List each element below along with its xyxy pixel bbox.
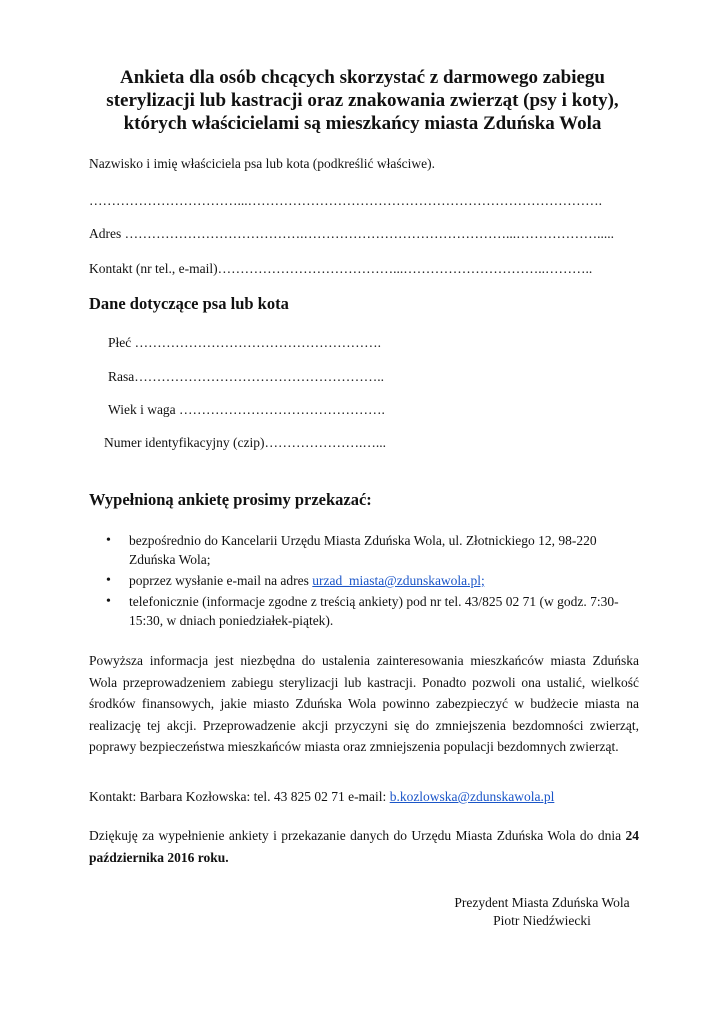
title-line-1: Ankieta dla osób chcących skorzystać z darmowego zabiegu (120, 67, 605, 88)
document-title (70, 66, 655, 135)
contact-line (89, 788, 554, 806)
submit-email-prefix: poprzez wysłanie e-mail na adres (129, 573, 313, 588)
thanks-paragraph (89, 825, 639, 868)
owner-address-field[interactable]: Adres ………………………………….………………………………………...………………..... (89, 226, 614, 241)
thanks-text: Dziękuję za wypełnienie ankiety i przekazanie danych do Urzędu Miasta Zduńska Wola do dnia (89, 828, 626, 843)
submit-method-office: • bezpośrednio do Kancelarii Urzędu Miasta Zduńska Wola, ul. Złotnickiego 12, 98-220 Zduńska Wola; (89, 531, 639, 569)
owner-contact-field[interactable]: Kontakt (nr tel., e-mail)…………………………………...…………………………..……….. (89, 261, 593, 276)
info-paragraph: Powyższa informacja jest niezbędna do ustalenia zainteresowania mieszkańców miasta Zduńska Wola przeprowadzeniem zabiegu sterylizacji lub kastracji. Ponadto pozwoli ona ustalić, wielkość środków finansowych, jakie miasto Zduńska Wola powinno zabezpieczyć w budżecie miasta na realizację tej akcji. Przeprowadzenie akcji przyczyni się do zmniejszenia bezdomności zwierząt, poprawy bezpieczeństwa mieszkańców miasta oraz zmniejszenia populacji bezdomnych zwierząt. (89, 653, 639, 754)
title-line-2: sterylizacji lub kastracji oraz znakowania zwierząt (psy i koty), (106, 90, 619, 111)
contact-email-link[interactable]: b.kozlowska@zdunskawola.pl (389, 789, 555, 804)
submit-email-link[interactable]: urzad_miasta@zdunskawola.pl; (312, 573, 485, 588)
submit-section-heading: Wypełnioną ankietę prosimy przekazać: (89, 490, 372, 509)
signature-block (430, 894, 654, 930)
signature-name: Piotr Niedźwiecki (493, 913, 591, 928)
animal-sex-field[interactable]: Płeć ………………………………………………. (108, 335, 381, 350)
submit-methods-list (89, 531, 639, 632)
animal-section-heading: Dane dotyczące psa lub kota (89, 294, 289, 313)
animal-id-number-field[interactable]: Numer identyfikacyjny (czip)………………….…... (104, 435, 386, 450)
animal-breed-field[interactable]: Rasa……………………………………………….. (108, 369, 384, 384)
submit-method-phone: • telefonicznie (informacje zgodne z treścią ankiety) pod nr tel. 43/825 02 71 (w godz. 7:30-15:30, w dniach poniedziałek-piątek). (89, 592, 639, 630)
title-line-3: których właścicielami są mieszkańcy miasta Zduńska Wola (123, 113, 602, 134)
owner-name-label: Nazwisko i imię właściciela psa lub kota (podkreślić właściwe). (89, 156, 436, 171)
owner-name-field[interactable]: ……………………………...……………………………………………………………………. (89, 193, 602, 208)
submit-method-email (89, 571, 639, 590)
contact-prefix: Kontakt: Barbara Kozłowska: tel. 43 825 02 71 e-mail: (89, 789, 390, 804)
animal-age-weight-field[interactable]: Wiek i waga ………………………………………. (108, 402, 385, 417)
signature-title: Prezydent Miasta Zduńska Wola (454, 895, 630, 910)
thanks-deadline: 24 października 2016 roku. (89, 828, 639, 865)
